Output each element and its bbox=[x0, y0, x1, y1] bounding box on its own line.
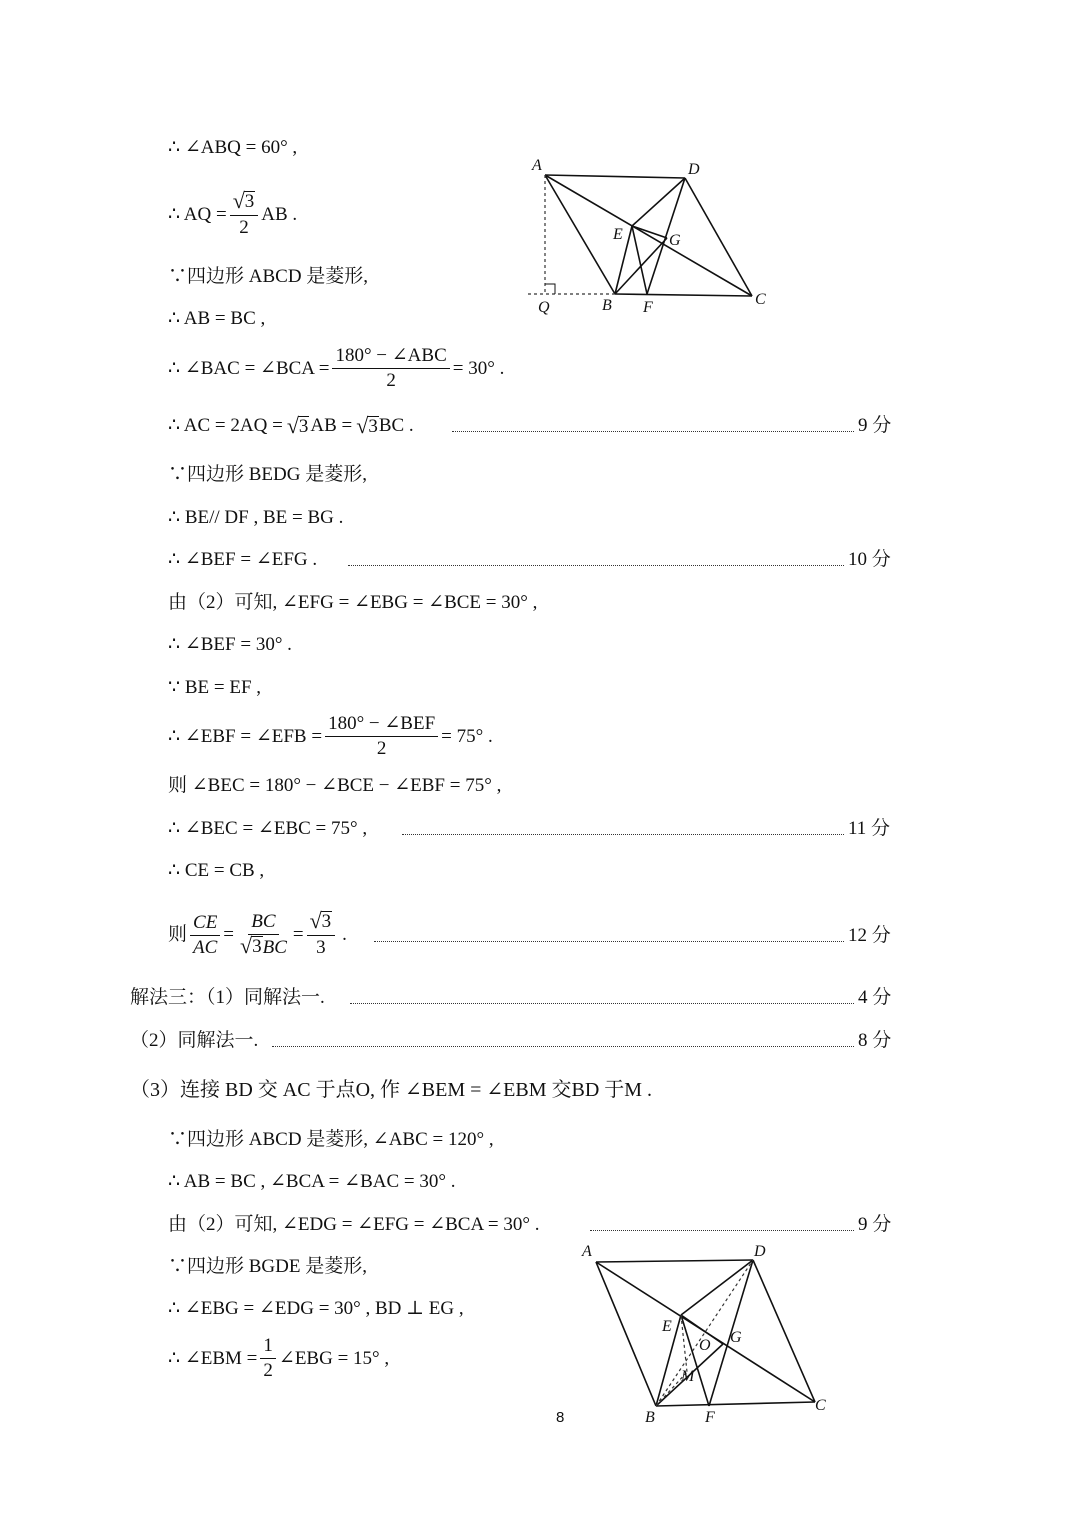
line-26-b: ∠EBG = 15° , bbox=[278, 1347, 390, 1369]
fraction-half bbox=[260, 1334, 276, 1383]
rhombus-figure-1 bbox=[520, 150, 780, 320]
score-12: 12 分 bbox=[848, 925, 891, 946]
rhombus-figure-2 bbox=[575, 1240, 840, 1430]
l2-num: 3 bbox=[244, 191, 255, 212]
fraction-l13 bbox=[325, 712, 438, 761]
l17-f2-num: BC bbox=[251, 911, 276, 932]
line-6-a: ∴ AC = 2AQ = bbox=[168, 415, 283, 436]
score-8: 8 分 bbox=[858, 1030, 892, 1051]
l17-f2-den-b: BC bbox=[262, 937, 287, 958]
leader-10 bbox=[348, 565, 844, 566]
line-19: （2）同解法一. bbox=[130, 1030, 259, 1051]
line-17-a: 则 bbox=[168, 924, 188, 945]
line-5-a: ∴ ∠BAC = ∠BCA = bbox=[168, 357, 330, 379]
l17-f1-num: CE bbox=[193, 911, 218, 933]
score-4: 4 分 bbox=[858, 987, 892, 1008]
fig2-label-A: A bbox=[582, 1243, 592, 1260]
fraction-l5 bbox=[332, 344, 449, 393]
line-14: 则 ∠BEC = 180° − ∠BCE − ∠EBF = 75° , bbox=[168, 775, 502, 796]
l13-num: 180° − ∠BEF bbox=[325, 712, 438, 737]
line-13 bbox=[168, 712, 493, 761]
line-1: ∴ ∠ABQ = 60° , bbox=[168, 137, 298, 158]
l17-f3-num-r: 3 bbox=[321, 911, 332, 932]
l6-r1: 3 bbox=[298, 416, 309, 437]
l17-f2-den-r: 3 bbox=[252, 936, 262, 957]
line-17-b: . bbox=[342, 924, 347, 945]
line-13-a: ∴ ∠EBF = ∠EFB = bbox=[168, 725, 323, 747]
line-26-a: ∴ ∠EBM = bbox=[168, 1347, 258, 1369]
line-16: ∴ CE = CB , bbox=[168, 860, 265, 881]
fraction-sqrt3-over-3: √ 3 3 bbox=[307, 910, 336, 960]
fraction-sqrt3-over-2: √ 3 2 bbox=[230, 190, 259, 240]
fig2-label-E: E bbox=[662, 1318, 672, 1335]
fig2-label-G: G bbox=[730, 1329, 742, 1346]
line-9: ∴ ∠BEF = ∠EFG . bbox=[168, 549, 318, 570]
line-12: ∵ BE = EF , bbox=[168, 677, 262, 698]
fig1-label-C: C bbox=[755, 291, 766, 308]
l5-num: 180° − ∠ABC bbox=[332, 344, 449, 369]
line-23: 由（2）可知, ∠EDG = ∠EFG = ∠BCA = 30° . bbox=[168, 1214, 540, 1235]
l26-den: 2 bbox=[263, 1360, 273, 1381]
line-11: ∴ ∠BEF = 30° . bbox=[168, 634, 292, 655]
line-6-c: BC . bbox=[378, 415, 414, 436]
line-21: ∵四边形 ABCD 是菱形, ∠ABC = 120° , bbox=[168, 1129, 494, 1150]
fig1-label-F: F bbox=[643, 299, 653, 316]
fraction-bc-sqrt3bc: BC √ 3 BC bbox=[240, 911, 287, 958]
score-9b: 9 分 bbox=[858, 1214, 892, 1235]
fig1-label-Q: Q bbox=[538, 299, 550, 316]
score-9a: 9 分 bbox=[858, 415, 892, 436]
l17-f1-den: AC bbox=[193, 936, 218, 958]
line-24: ∵四边形 BGDE 是菱形, bbox=[168, 1256, 367, 1277]
leader-4 bbox=[350, 1003, 854, 1004]
line-10: 由（2）可知, ∠EFG = ∠EBG = ∠BCE = 30° , bbox=[168, 592, 538, 613]
l13-den: 2 bbox=[376, 738, 387, 759]
score-11: 11 分 bbox=[848, 818, 891, 839]
l5-den: 2 bbox=[386, 370, 396, 391]
fig1-label-A: A bbox=[532, 157, 542, 174]
line-5-b: = 30° . bbox=[452, 357, 505, 379]
line-6: ∴ AC = 2AQ = √ 3 AB = √ 3 BC . bbox=[168, 413, 414, 438]
fig2-label-D: D bbox=[754, 1243, 766, 1260]
line-2-b: AB . bbox=[261, 204, 298, 225]
fig2-label-M: M bbox=[681, 1368, 695, 1385]
line-6-b: AB = bbox=[310, 415, 353, 436]
line-13-b: = 75° . bbox=[441, 725, 493, 747]
fig2-label-C: C bbox=[815, 1397, 826, 1414]
line-17 bbox=[168, 910, 347, 960]
line-2-a: ∴ AQ = bbox=[168, 204, 227, 225]
line-18: 解法三：（1）同解法一. bbox=[130, 987, 325, 1008]
leader-8 bbox=[272, 1046, 854, 1047]
fig1-label-D: D bbox=[688, 161, 700, 178]
line-3: ∵四边形 ABCD 是菱形, bbox=[168, 266, 369, 287]
score-10: 10 分 bbox=[848, 549, 891, 570]
line-7: ∵四边形 BEDG 是菱形, bbox=[168, 464, 367, 485]
fig1-label-G: G bbox=[669, 232, 681, 249]
fraction-ce-ac bbox=[190, 911, 220, 960]
l2-den: 2 bbox=[239, 217, 249, 238]
fig2-label-O: O bbox=[699, 1337, 711, 1354]
l17-f3-den: 3 bbox=[316, 937, 326, 958]
line-22: ∴ AB = BC , ∠BCA = ∠BAC = 30° . bbox=[168, 1171, 456, 1192]
fig1-label-B: B bbox=[602, 297, 612, 314]
fig2-label-B: B bbox=[645, 1409, 655, 1426]
leader-11 bbox=[402, 834, 844, 835]
l26-num: 1 bbox=[260, 1334, 276, 1359]
l17-eq2: = bbox=[292, 924, 304, 945]
leader-9b bbox=[590, 1230, 854, 1231]
line-25: ∴ ∠EBG = ∠EDG = 30° , BD ⊥ EG , bbox=[168, 1298, 464, 1319]
line-8: ∴ BE// DF , BE = BG . bbox=[168, 507, 344, 528]
l17-eq1: = bbox=[223, 924, 235, 945]
line-4: ∴ AB = BC , bbox=[168, 308, 266, 329]
leader-12 bbox=[374, 941, 844, 942]
line-5 bbox=[168, 344, 504, 393]
line-15: ∴ ∠BEC = ∠EBC = 75° , bbox=[168, 818, 368, 839]
line-2 bbox=[168, 190, 297, 240]
line-20: （3）连接 BD 交 AC 于点O, 作 ∠BEM = ∠EBM 交BD 于M . bbox=[130, 1079, 653, 1101]
leader-9a bbox=[452, 431, 854, 432]
page-number: 8 bbox=[556, 1409, 565, 1426]
fig1-label-E: E bbox=[613, 226, 623, 243]
line-26 bbox=[168, 1334, 389, 1383]
l6-r2: 3 bbox=[368, 416, 378, 437]
fig2-label-F: F bbox=[705, 1409, 715, 1426]
